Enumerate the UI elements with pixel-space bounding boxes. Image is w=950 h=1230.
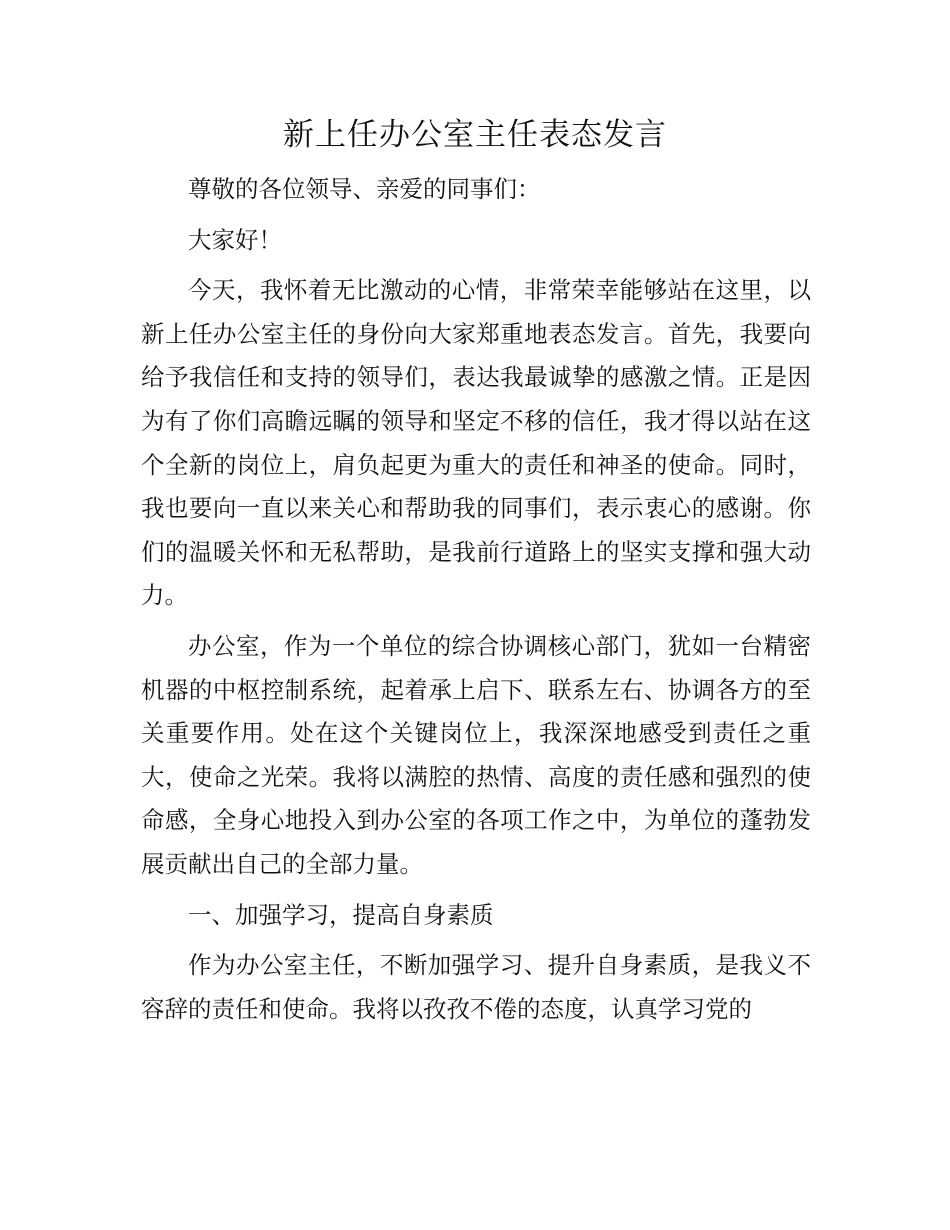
section-heading: 一、加强学习，提高自身素质 <box>188 900 494 929</box>
paragraph: 办公室，作为一个单位的综合协调核心部门，犹如一台精密机器的中枢控制系统，起着承上启下、联系左右、协调各方的至关重要作用。处在这个关键岗位上，我深深地感受到责任之重大，使命之光荣。我将以满腔的热情、高度的责任感和强烈的使命感，全身心地投入到办公室的各项工作之中，为单位的蓬勃发展贡献出自己的全部力量。 <box>141 631 811 878</box>
page-title: 新上任办公室主任表态发言 <box>283 117 667 153</box>
document-body <box>141 168 811 1038</box>
paragraph: 今天，我怀着无比激动的心情，非常荣幸能够站在这里，以新上任办公室主任的身份向大家郑重地表态发言。首先，我要向给予我信任和支持的领导们，表达我最诚挚的感激之情。正是因为有了你们高瞻远瞩的领导和坚定不移的信任，我才得以站在这个全新的岗位上，肩负起更为重大的责任和神圣的使命。同时，我也要向一直以来关心和帮助我的同事们，表示衷心的感谢。你们的温暖关怀和无私帮助，是我前行道路上的坚实支撑和强大动力。 <box>141 276 811 610</box>
salutation: 尊敬的各位领导、亲爱的同事们： <box>188 175 541 203</box>
greeting: 大家好！ <box>188 225 282 254</box>
paragraph: 作为办公室主任，不断加强学习、提升自身素质，是我义不容辞的责任和使命。我将以孜孜不倦的态度，认真学习党的 <box>141 951 811 1023</box>
